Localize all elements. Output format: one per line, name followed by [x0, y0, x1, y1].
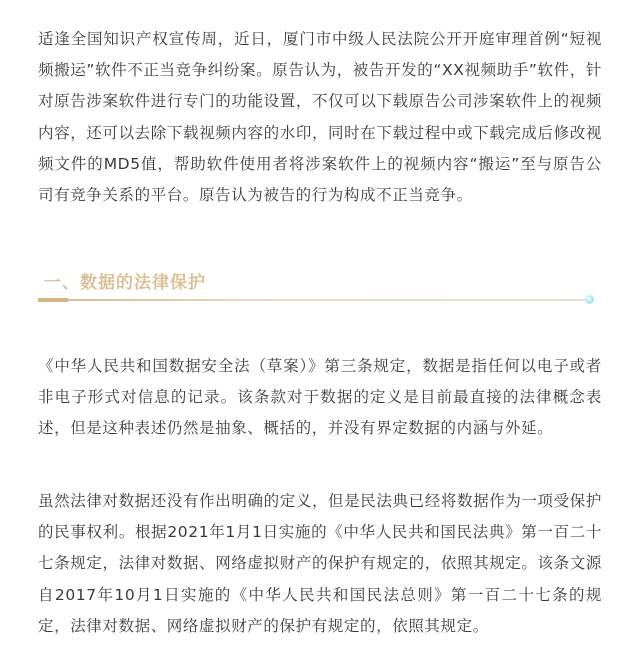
divider-dot-icon	[585, 295, 594, 304]
data-definition-paragraph: 《中华人民共和国数据安全法（草案）》第三条规定，数据是指任何以电子或者非电子形式对信息的记录。该条款对于数据的定义是目前最直接的法律概念表述，但是这种表述仍然是抽象、概括的，并没有界定数据的内涵与外延。	[38, 357, 602, 438]
section-divider	[38, 296, 590, 304]
section-heading: 一、数据的法律保护	[44, 273, 206, 293]
civil-code-paragraph: 虽然法律对数据还没有作出明确的定义，但是民法典已经将数据作为一项受保护的民事权利。根据2021年1月1日实施的《中华人民共和国民法典》第一百二十七条规定，法律对数据、网络虚拟财产的保护有规定的，依照其规定。该条文源自2017年10月1日实施的《中华人民共和国民法总则》第一百二十七条的规定，法律对数据、网络虚拟财产的保护有规定的，依照其规定。	[38, 492, 602, 635]
divider-line	[38, 299, 588, 301]
divider-accent	[38, 298, 68, 302]
intro-paragraph: 适逢全国知识产权宣传周，近日，厦门市中级人民法院公开开庭审理首例“短视频搬运”软件不正当竞争纠纷案。原告认为，被告开发的“XX视频助手”软件，针对原告涉案软件进行专门的功能设置，不仅可以下载原告公司涉案软件上的视频内容，还可以去除下载视频内容的水印，同时在下载过程中或下载完成后修改视频文件的MD5值，帮助软件使用者将涉案软件上的视频内容“搬运”至与原告公司有竞争关系的平台。原告认为被告的行为构成不正当竞争。	[38, 30, 602, 205]
